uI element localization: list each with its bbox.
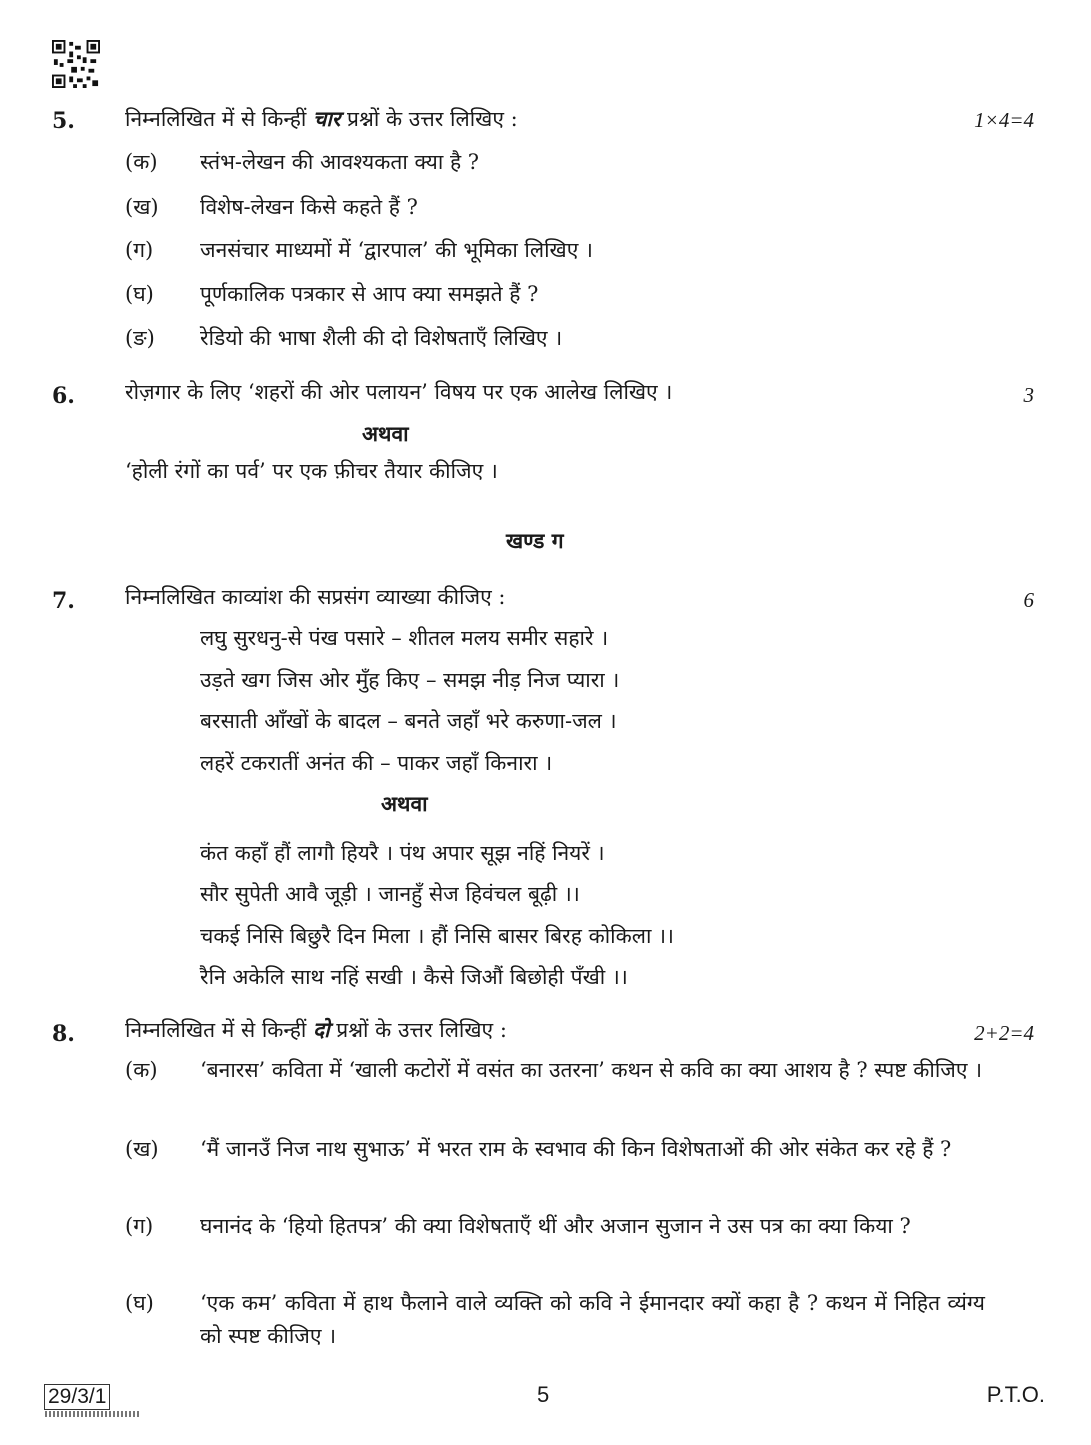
question-marks: 2+2=4	[974, 1021, 1034, 1045]
question-marks: 6	[1023, 588, 1034, 612]
list-item: (ख) विशेष-लेखन किसे कहते हैं ?	[125, 195, 418, 219]
poem-line: लहरें टकरातीं अनंत की – पाकर जहाँ किनारा ।	[200, 751, 553, 775]
question-number: 6.	[52, 383, 75, 409]
pto-label: P.T.O.	[986, 1382, 1045, 1407]
question-text: निम्नलिखित में से किन्हीं चार प्रश्नों के उत्तर लिखिए :	[125, 106, 518, 131]
poem-line: रैनि अकेलि साथ नहिं सखी । कैसे जिऔं बिछोही पँखी ।।	[200, 965, 628, 989]
alternative-question: ‘होली रंगों का पर्व’ पर एक फ़ीचर तैयार कीजिए ।	[125, 459, 498, 483]
question-text: रोज़गार के लिए ‘शहरों की ओर पलायन’ विषय पर एक आलेख लिखिए ।	[125, 380, 673, 404]
question-number: 8.	[52, 1021, 75, 1047]
list-item: (ग) जनसंचार माध्यमों में ‘द्वारपाल’ की भूमिका लिखिए ।	[125, 238, 593, 262]
question-marks: 3	[1023, 383, 1034, 407]
section-title: खण्ड ग	[506, 528, 564, 553]
list-item: (क) स्तंभ-लेखन की आवश्यकता क्या है ?	[125, 150, 480, 174]
poem-line: कंत कहाँ हौं लागौ हियरै । पंथ अपार सूझ नहिं नियरें ।	[200, 841, 605, 865]
question-number: 7.	[52, 588, 75, 614]
or-separator: अथवा	[362, 421, 409, 446]
page-number: 5	[537, 1382, 550, 1407]
list-item: (घ) पूर्णकालिक पत्रकार से आप क्या समझते हैं ?	[125, 282, 539, 306]
poem-line: सौर सुपेती आवै जूड़ी । जानहुँ सेज हिवंचल बूढ़ी ।।	[200, 882, 580, 906]
list-item: (क) ‘बनारस’ कविता में ‘खाली कटोरों में वसंत का उतरना’ कथन से कवि का क्या आशय है ? स्पष्ट कीजिए ।	[125, 1058, 983, 1082]
list-item: (ख) ‘मैं जानउँ निज नाथ सुभाऊ’ में भरत राम के स्वभाव की किन विशेषताओं की ओर संकेत कर रहे हैं ?	[125, 1137, 952, 1161]
poem-line: बरसाती आँखों के बादल – बनते जहाँ भरे करुणा-जल ।	[200, 709, 617, 733]
list-item: (घ) ‘एक कम’ कविता में हाथ फैलाने वाले व्यक्ति को कवि ने ईमानदार क्यों कहा है ? कथन में निहित व्यंग्य को स्पष्ट कीजिए ।	[125, 1291, 985, 1348]
poem-line: उड़ते खग जिस ओर मुँह किए – समझ नीड़ निज प्यारा ।	[200, 668, 620, 692]
poem-line: लघु सुरधनु-से पंख पसारे – शीतल मलय समीर सहारे ।	[200, 626, 609, 650]
question-marks: 1×4=4	[974, 108, 1034, 132]
or-separator: अथवा	[381, 791, 428, 816]
poem-line: चकई निसि बिछुरै दिन मिला । हौं निसि बासर बिरह कोकिला ।।	[200, 924, 674, 948]
list-item: (ङ) रेडियो की भाषा शैली की दो विशेषताएँ लिखिए ।	[125, 326, 563, 350]
qr-code-icon	[52, 40, 100, 88]
question-text: निम्नलिखित काव्यांश की सप्रसंग व्याख्या कीजिए :	[125, 585, 506, 609]
list-item: (ग) घनानंद के ‘हियो हितपत्र’ की क्या विशेषताएँ थीं और अजान सुजान ने उस पत्र का क्या किया ?	[125, 1214, 911, 1238]
barcode-strip-icon	[45, 1411, 141, 1417]
question-text: निम्नलिखित में से किन्हीं दो प्रश्नों के उत्तर लिखिए :	[125, 1017, 507, 1042]
paper-code: 29/3/1	[44, 1384, 110, 1410]
question-number: 5.	[52, 108, 75, 134]
